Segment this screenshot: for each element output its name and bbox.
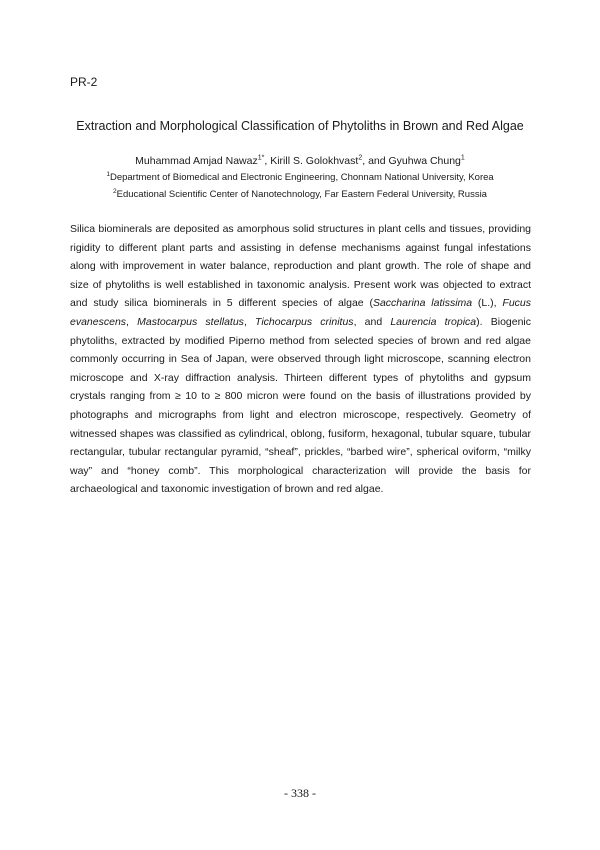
author-name: Kirill S. Golokhvast (270, 155, 359, 167)
author-separator: , and (362, 155, 389, 167)
author-affiliation-mark: 1 (460, 154, 465, 162)
affiliation-text: Department of Biomedical and Electronic Engineering, Chonnam National University, Korea (109, 172, 494, 183)
author-affiliation-mark: 1* (257, 154, 265, 162)
species-name: Saccharina latissima (372, 297, 473, 310)
abstract-text: , (243, 315, 256, 328)
species-name: Fucus evanescens (70, 297, 531, 328)
author-separator: , (264, 155, 271, 167)
paper-title: Extraction and Morphological Classification of Phytoliths in Brown and Red Algae (76, 119, 524, 133)
abstract-body (70, 220, 531, 499)
author-list (30, 152, 570, 170)
abstract-text: , and (353, 315, 391, 328)
abstract-text: Silica biominerals are deposited as amorphous solid structures in plant cells and tissues, providing rigidity to different plant parts and assisting in defense mechanisms against fungal infestations along with improvement in water balance, reproduction and plant growth. The role of shape and size of phytoliths is well established in taxonomic analysis. Present work was objected to extract and study silica biominerals in 5 different species of algae ( (70, 223, 531, 310)
page-number: - 338 - (284, 786, 316, 800)
affiliation-line (30, 170, 570, 187)
abstract-text: , (126, 315, 138, 328)
abstract-code: PR-2 (70, 75, 98, 89)
affiliation-list (30, 170, 570, 203)
affiliation-line (30, 187, 570, 204)
species-name: Mastocarpus stellatus (137, 315, 244, 328)
affiliation-text: Educational Scientific Center of Nanotechnology, Far Eastern Federal University, Russia (116, 188, 487, 200)
author-affiliation-mark: 2 (358, 154, 363, 162)
species-name: Tichocarpus crinitus (255, 315, 354, 328)
species-name: Laurencia tropica (390, 315, 477, 328)
abstract-text: ). Biogenic phytoliths, extracted by modified Piperno method from selected species of brown and red algae commonly occurring in Sea of Japan, were observed through light microscope, scanning electron microscope and X-ray diffraction analysis. Thirteen different types of phytoliths and gypsum crystals ranging from ≥ 10 to ≥ 800 micron were found on the basis of illustrations provided by photographs and micrographs from light and electron microscope, respectively. Geometry of witnessed shapes was classified as cylindrical, oblong, fusiform, hexagonal, tubular square, tubular rectangular, tubular rectangular pyramid, “sheaf”, prickles, “barbed wire”, spherical oviform, “milky way” and “honey comb”. This morphological characterization will provide the basis for archaeological and taxonomic investigation of brown and red algae. (70, 315, 532, 496)
author-name: Muhammad Amjad Nawaz (135, 155, 258, 167)
abstract-text: (L.), (472, 297, 503, 310)
affiliation-mark: 1 (106, 170, 110, 178)
affiliation-mark: 2 (113, 187, 117, 195)
author-name: Gyuhwa Chung (388, 155, 461, 167)
